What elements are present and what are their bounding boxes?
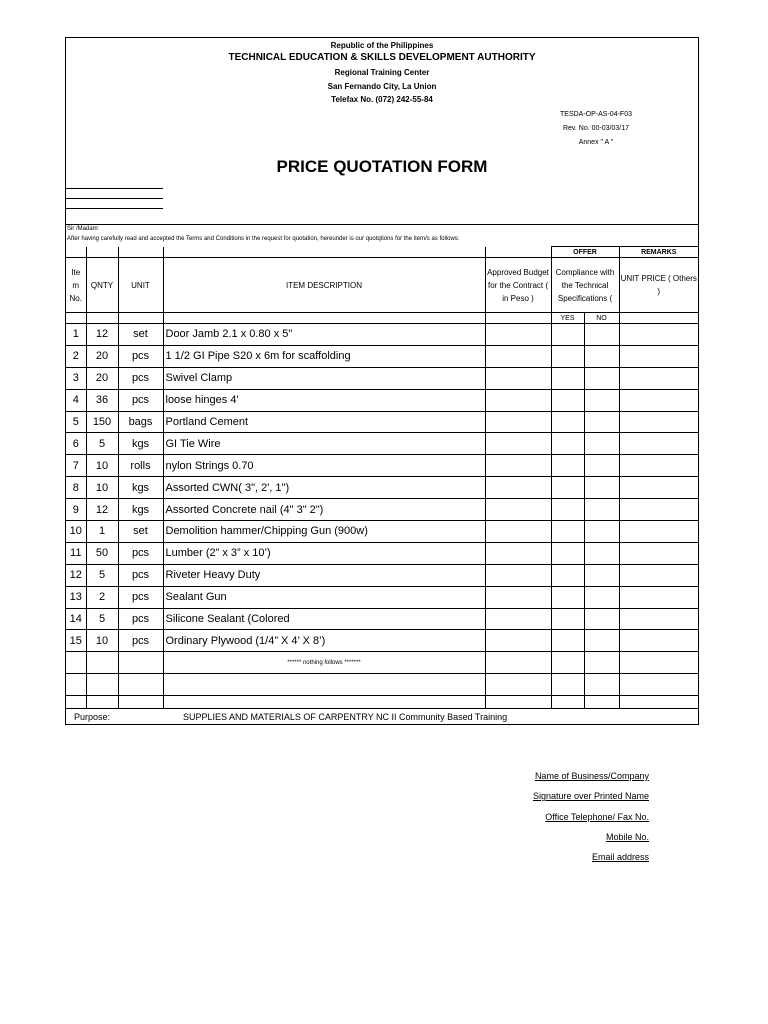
unit-cell: kgs (118, 433, 163, 455)
compliance-yes-cell (551, 389, 584, 411)
qty-cell: 1 (86, 521, 118, 543)
item-no-cell: 9 (66, 499, 86, 521)
unit-cell: pcs (118, 586, 163, 608)
item-no-cell: 8 (66, 477, 86, 499)
col-qty: QNTY (86, 258, 118, 313)
item-no-cell: 10 (66, 521, 86, 543)
form-title: PRICE QUOTATION FORM (276, 157, 488, 176)
unit-price-cell (619, 586, 698, 608)
description-cell: Sealant Gun (163, 586, 485, 608)
unit-cell: bags (118, 411, 163, 433)
compliance-yes-cell (551, 542, 584, 564)
header-republic: Republic of the Philippines (330, 41, 434, 50)
approved-budget-cell (485, 477, 551, 499)
table-row (66, 389, 698, 411)
table-row (66, 630, 698, 652)
addressee-line-3 (66, 208, 163, 209)
item-no-cell: 14 (66, 608, 86, 630)
approved-budget-cell (485, 455, 551, 477)
compliance-no-cell (584, 586, 619, 608)
compliance-yes-cell (551, 455, 584, 477)
compliance-no-cell (584, 367, 619, 389)
compliance-no-cell (584, 345, 619, 367)
table-row (66, 586, 698, 608)
intro-text: After having carefully read and accepted the Terms and Conditions in the request for quotation, hereunder is our quotqtions for the item/s as follows: (67, 236, 460, 242)
approved-budget-cell (485, 345, 551, 367)
item-no-cell: 15 (66, 630, 86, 652)
unit-cell: pcs (118, 367, 163, 389)
qty-cell: 2 (86, 586, 118, 608)
description-cell: GI Tie Wire (163, 433, 485, 455)
qty-cell: 10 (86, 630, 118, 652)
compliance-no-cell (584, 389, 619, 411)
unit-price-cell (619, 521, 698, 543)
unit-price-cell (619, 433, 698, 455)
qty-cell: 12 (86, 499, 118, 521)
item-no-cell: 2 (66, 345, 86, 367)
approved-budget-cell (485, 324, 551, 346)
description-cell: loose hinges 4' (163, 389, 485, 411)
compliance-yes-cell (551, 477, 584, 499)
compliance-no-cell (584, 499, 619, 521)
compliance-yes-cell (551, 411, 584, 433)
qty-cell: 20 (86, 367, 118, 389)
header-agency: TECHNICAL EDUCATION & SKILLS DEVELOPMENT AUTHORITY (228, 52, 536, 63)
compliance-no-cell (584, 608, 619, 630)
table-row (66, 542, 698, 564)
approved-budget-cell (485, 564, 551, 586)
doc-code: TESDA-OP-AS-04-F03 (560, 111, 632, 118)
qty-cell: 5 (86, 433, 118, 455)
col-unit: UNIT (118, 258, 163, 313)
approved-budget-cell (485, 521, 551, 543)
approved-budget-cell (485, 608, 551, 630)
signature-email: Email address (591, 852, 649, 862)
unit-cell: kgs (118, 477, 163, 499)
table-row (66, 608, 698, 630)
description-cell: Swivel Clamp (163, 367, 485, 389)
unit-price-cell (619, 324, 698, 346)
item-no-cell: 7 (66, 455, 86, 477)
unit-price-cell (619, 367, 698, 389)
col-description: ITEM DESCRIPTION (163, 258, 485, 313)
item-no-cell: 12 (66, 564, 86, 586)
qty-cell: 150 (86, 411, 118, 433)
item-rows (66, 324, 698, 652)
signature-printed-name: Signature over Printed Name (532, 791, 649, 801)
table-row (66, 345, 698, 367)
compliance-yes-cell (551, 345, 584, 367)
unit-cell: pcs (118, 345, 163, 367)
unit-price-cell (619, 411, 698, 433)
compliance-no-cell (584, 455, 619, 477)
unit-cell: pcs (118, 389, 163, 411)
col-compliance: Compliance with the Technical Specifications ( (551, 258, 619, 313)
table-row (66, 455, 698, 477)
compliance-yes-cell (551, 521, 584, 543)
compliance-yes-cell (551, 324, 584, 346)
compliance-no-cell (584, 477, 619, 499)
approved-budget-cell (485, 389, 551, 411)
item-no-cell: 1 (66, 324, 86, 346)
purpose-value: SUPPLIES AND MATERIALS OF CARPENTRY NC II Community Based Training (183, 712, 508, 723)
unit-cell: pcs (118, 630, 163, 652)
compliance-no-cell (584, 324, 619, 346)
description-cell: Door Jamb 2.1 x 0.80 x 5" (163, 324, 485, 346)
table-row (66, 324, 698, 346)
unit-cell: pcs (118, 608, 163, 630)
signature-office-phone: Office Telephone/ Fax No. (545, 812, 649, 822)
description-cell: nylon Strings 0.70 (163, 455, 485, 477)
approved-budget-cell (485, 499, 551, 521)
items-table (66, 246, 698, 725)
description-cell: Assorted CWN( 3", 2', 1") (163, 477, 485, 499)
description-cell: Lumber (2” x 3” x 10’) (163, 542, 485, 564)
header-city: San Fernando City, La Union (327, 82, 437, 91)
description-cell: 1 1/2 GI Pipe S20 x 6m for scaffolding (163, 345, 485, 367)
nothing-follows: ****** nothing follows ******* (163, 652, 485, 674)
compliance-yes-cell (551, 499, 584, 521)
unit-price-cell (619, 345, 698, 367)
compliance-no-cell (584, 542, 619, 564)
approved-budget-cell (485, 367, 551, 389)
unit-cell: kgs (118, 499, 163, 521)
unit-price-cell (619, 477, 698, 499)
header-center: Regional Training Center (334, 68, 430, 77)
offer-header: OFFER (551, 247, 619, 258)
unit-price-cell (619, 608, 698, 630)
description-cell: Silicone Sealant (Colored (163, 608, 485, 630)
table-row (66, 499, 698, 521)
compliance-no-cell (584, 630, 619, 652)
addressee-line-2 (66, 198, 163, 199)
compliance-no-cell (584, 433, 619, 455)
qty-cell: 36 (86, 389, 118, 411)
col-approved-budget: Approved Budget for the Contract ( in Peso ) (485, 258, 551, 313)
unit-cell: pcs (118, 542, 163, 564)
compliance-yes-cell (551, 367, 584, 389)
col-item-no: Ite m No. (66, 258, 86, 313)
unit-price-cell (619, 389, 698, 411)
signature-business-name: Name of Business/Company (534, 771, 649, 781)
unit-cell: set (118, 521, 163, 543)
description-cell: Assorted Concrete nail (4" 3" 2") (163, 499, 485, 521)
table-row (66, 367, 698, 389)
qty-cell: 10 (86, 477, 118, 499)
item-no-cell: 3 (66, 367, 86, 389)
compliance-yes-cell (551, 564, 584, 586)
purpose-row (66, 709, 698, 725)
item-no-cell: 4 (66, 389, 86, 411)
remarks-header: REMARKS (619, 247, 698, 258)
doc-annex: Annex " A " (578, 139, 614, 146)
unit-cell: set (118, 324, 163, 346)
compliance-no-cell (584, 521, 619, 543)
header-telefax: Telefax No. (072) 242-55-84 (331, 95, 433, 104)
unit-cell: rolls (118, 455, 163, 477)
col-no: NO (584, 313, 619, 324)
approved-budget-cell (485, 586, 551, 608)
compliance-yes-cell (551, 630, 584, 652)
table-row (66, 433, 698, 455)
qty-cell: 20 (86, 345, 118, 367)
compliance-yes-cell (551, 608, 584, 630)
table-row (66, 521, 698, 543)
qty-cell: 12 (86, 324, 118, 346)
approved-budget-cell (485, 411, 551, 433)
salutation: Sir /Madam: (67, 226, 100, 232)
qty-cell: 50 (86, 542, 118, 564)
qty-cell: 10 (86, 455, 118, 477)
unit-cell: pcs (118, 564, 163, 586)
qty-cell: 5 (86, 564, 118, 586)
description-cell: Riveter Heavy Duty (163, 564, 485, 586)
signature-mobile: Mobile No. (605, 832, 649, 842)
table-row (66, 411, 698, 433)
unit-price-cell (619, 455, 698, 477)
compliance-yes-cell (551, 586, 584, 608)
table-row (66, 564, 698, 586)
unit-price-cell (619, 564, 698, 586)
approved-budget-cell (485, 542, 551, 564)
divider (66, 224, 698, 225)
compliance-no-cell (584, 564, 619, 586)
item-no-cell: 6 (66, 433, 86, 455)
table-row (66, 477, 698, 499)
unit-price-cell (619, 499, 698, 521)
unit-price-cell (619, 630, 698, 652)
item-no-cell: 11 (66, 542, 86, 564)
quotation-form (65, 37, 699, 725)
compliance-yes-cell (551, 433, 584, 455)
approved-budget-cell (485, 630, 551, 652)
col-unit-price: UNIT PRICE ( Others ) (619, 258, 698, 313)
item-no-cell: 13 (66, 586, 86, 608)
qty-cell: 5 (86, 608, 118, 630)
col-yes: YES (551, 313, 584, 324)
description-cell: Ordinary Plywood (1/4” X 4’ X 8’) (163, 630, 485, 652)
approved-budget-cell (485, 433, 551, 455)
purpose-label: Purpose: (74, 712, 111, 723)
item-no-cell: 5 (66, 411, 86, 433)
unit-price-cell (619, 542, 698, 564)
doc-rev: Rev. No. 00-03/03/17 (562, 125, 630, 132)
addressee-line-1 (66, 188, 163, 189)
description-cell: Portland Cement (163, 411, 485, 433)
compliance-no-cell (584, 411, 619, 433)
description-cell: Demolition hammer/Chipping Gun (900w) (163, 521, 485, 543)
